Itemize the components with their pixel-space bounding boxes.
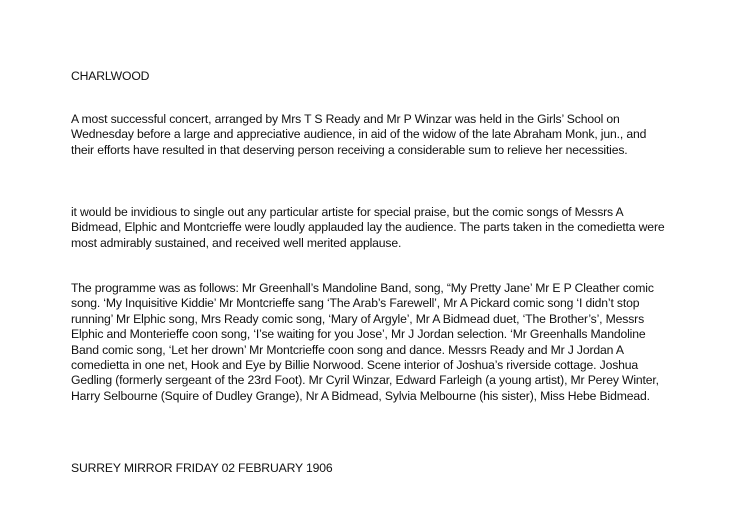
source-citation: SURREY MIRROR FRIDAY 02 FEBRUARY 1906 <box>71 461 333 475</box>
paragraph-artistes: it would be invidious to single out any particular artiste for special praise, but the comic songs of Messrs A Bidmead, Elphic and Montcrieffe were loudly applauded lay the audience. The parts taken in the comedietta were most admirably sustained, and received well merited applause. <box>71 205 665 250</box>
document-heading: CHARLWOOD <box>71 69 150 83</box>
paragraph-concert-report: A most successful concert, arranged by Mrs T S Ready and Mr P Winzar was held in the Girls’ School on Wednesday before a large and appreciative audience, in aid of the widow of the late Abraham Monk, jun., and their efforts have resulted in that deserving person receiving a considerable sum to relieve her necessities. <box>71 112 647 157</box>
paragraph-programme: The programme was as follows: Mr Greenhall’s Mandoline Band, song, “My Pretty Jane’ Mr E P Cleather comic song. ‘My Inquisitive Kiddie’ Mr Montcrieffe sang ‘The Arab’s Farewell’, Mr A Pickard comic song ‘I didn’t stop running’ Mr Elphic song, Mrs Ready comic song, ‘Mary of Argyle’, Mr A Bidmead duet, ‘The Brother’s’, Messrs Elphic and Monterieffe coon song, ‘I’se waiting for you Jose’, Mr J Jordan selection. ‘Mr Greenhalls Mandoline Band comic song, ‘Let her drown’ Mr Montcrieffe coon song and dance. Messrs Ready and Mr J Jordan A comedietta in one net, Hook and Eye by Billie Norwood. Scene interior of Joshua’s riverside cottage. Joshua Gedling (formerly sergeant of the 23rd Foot). Mr Cyril Winzar, Edward Farleigh (a young artist), Mr Perey Winter, Harry Selbourne (Squire of Dudley Grange), Nr A Bidmead, Sylvia Melbourne (his sister), Miss Hebe Bidmead. <box>71 281 659 403</box>
